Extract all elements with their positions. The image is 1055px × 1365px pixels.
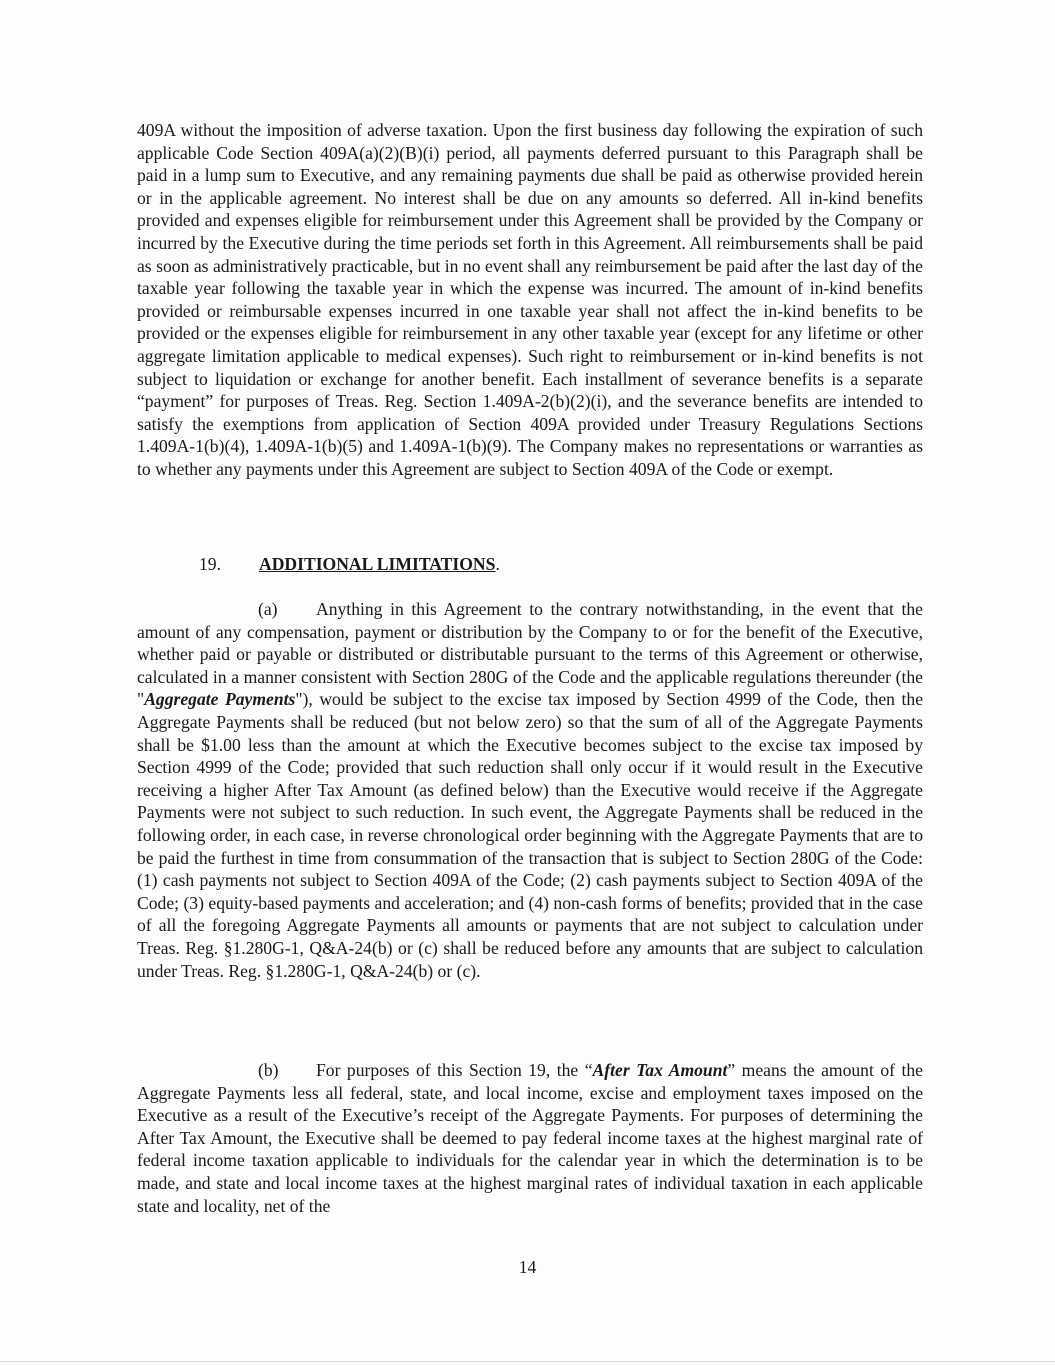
page-number: 14 [518,1257,537,1277]
section-title: ADDITIONAL LIMITATIONS [259,554,496,574]
paragraph-b-text-before: For purposes of this Section 19, the “ [316,1060,593,1080]
section-heading [137,553,923,576]
intro-paragraph: 409A without the imposition of adverse taxation. Upon the first business day following the expiration of such applicable Code Section 409A(a)(2)(B)(i) period, all payments deferred pursuant to this Paragraph shall be paid in a lump sum to Executive, and any remaining payments due shall be paid as otherwise provided herein or in the applicable agreement. No interest shall be due on any amounts so deferred. All in-kind benefits provided and expenses eligible for reimbursement under this Agreement shall be provided by the Company or incurred by the Executive during the time periods set forth in this Agreement. All reimbursements shall be paid as soon as administratively practicable, but in no event shall any reimbursement be paid after the last day of the taxable year following the taxable year in which the expense was incurred. The amount of in-kind benefits provided or reimbursable expenses incurred in one taxable year shall not affect the in-kind benefits to be provided or the expenses eligible for reimbursement in any other taxable year (except for any lifetime or other aggregate limitation applicable to medical expenses). Such right to reimbursement or in-kind benefits is not subject to liquidation or exchange for another benefit. Each installment of severance benefits is a separate “payment” for purposes of Treas. Reg. Section 1.409A-2(b)(2)(i), and the severance benefits are intended to satisfy the exemptions from application of Section 409A provided under Treasury Regulations Sections 1.409A-1(b)(4), 1.409A-1(b)(5) and 1.409A-1(b)(9). The Company makes no representations or warranties as to whether any payments under this Agreement are subject to Section 409A of the Code or exempt. [137,120,923,479]
defined-term-after-tax-amount: After Tax Amount [592,1060,728,1080]
defined-term-aggregate-payments: Aggregate Payments [144,689,296,710]
paragraph-b [137,1059,923,1217]
bottom-edge-line [0,1361,1055,1362]
paragraph-b-label: (b) [258,1060,279,1080]
paragraph-a [137,598,923,982]
paragraph-a-text-before: Anything in this Agreement to the contrary notwithstanding, in the event that the amount of any compensation, payment or distribution by the Company to or for the benefit of the Executive, whether paid or payable or distributed or distributable pursuant to the terms of this Agreement or otherwise, calculated in a manner consistent with Section 280G of the Code and the applicable regulations thereunder (the " [137,599,923,710]
section-title-period: . [495,554,500,574]
paragraph-a-text-after: "), would be subject to the excise tax imposed by Section 4999 of the Code, then the Aggregate Payments shall be reduced (but not below zero) so that the sum of all of the Aggregate Payments shall be $1.00 less than the amount at which the Executive becomes subject to the excise tax imposed by Section 4999 of the Code; provided that such reduction shall only occur if it would result in the Executive receiving a higher After Tax Amount (as defined below) than the Executive would receive if the Aggregate Payments were not subject to such reduction. In such event, the Aggregate Payments shall be reduced in the following order, in each case, in reverse chronological order beginning with the Aggregate Payments that are to be paid the furthest in time from consummation of the transaction that is subject to Section 280G of the Code: (1) cash payments not subject to Section 409A of the Code; (2) cash payments subject to Section 409A of the Code; (3) equity-based payments and acceleration; and (4) non-cash forms of benefits; provided that in the case of all the foregoing Aggregate Payments all amounts or payments that are not subject to calculation under Treas. Reg. §1.280G-1, Q&A-24(b) or (c) shall be reduced before any amounts that are subject to calculation under Treas. Reg. §1.280G-1, Q&A-24(b) or (c). [137,689,924,981]
section-number: 19. [199,554,221,574]
paragraph-a-label: (a) [258,599,278,619]
paragraph-b-text-after: ” means the amount of the Aggregate Payments less all federal, state, and local income, excise and employment taxes imposed on the Executive as a result of the Executive’s receipt of the Aggregate Payments. For purposes of determining the After Tax Amount, the Executive shall be deemed to pay federal income taxes at the highest marginal rate of federal income taxation applicable to individuals for the calendar year in which the determination is to be made, and state and local income taxes at the highest marginal rates of individual taxation in each applicable state and locality, net of the [137,1060,923,1216]
